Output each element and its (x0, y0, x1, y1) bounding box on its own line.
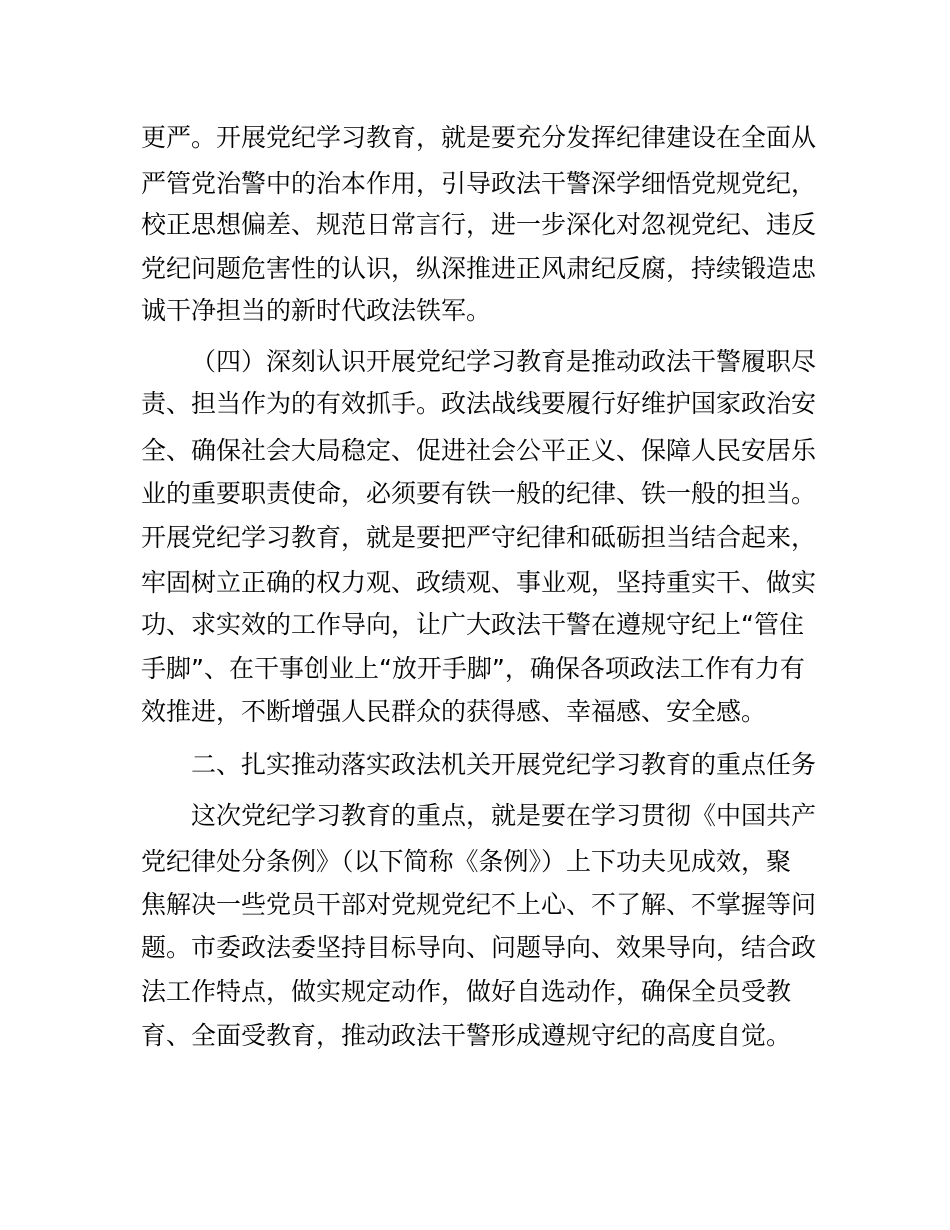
text-line: 严管党治警中的治本作用，引导政法干警深学细悟党规党纪， (141, 169, 817, 198)
text-line: 责、担当作为的有效抓手。政法战线要履行好维护国家政治安 (141, 389, 817, 418)
text-line: 党纪律处分条例》（以下简称《条例》）上下功夫见成效，聚 (141, 847, 792, 876)
text-line: 效推进，不断增强人民群众的获得感、幸福感、安全感。 (141, 697, 767, 726)
text-line: 业的重要职责使命，必须要有铁一般的纪律、铁一般的担当。 (141, 479, 817, 508)
text-line: 题。市委政法委坚持目标导向、问题导向、效果导向，结合政 (141, 933, 817, 962)
section-heading: （四）深刻认识开展党纪学习教育是推动政法干警履职尽 (191, 347, 817, 376)
text-line: 手脚”、在干事创业上“放开手脚”，确保各项政法工作有力有 (141, 654, 805, 683)
text-line: 牢固树立正确的权力观、政绩观、事业观，坚持重实干、做实 (141, 568, 817, 597)
major-heading: 二、扎实推动落实政法机关开展党纪学习教育的重点任务 (191, 750, 817, 779)
text-line: 全、确保社会大局稳定、促进社会公平正义、保障人民安居乐 (141, 436, 817, 465)
text-line: 校正思想偏差、规范日常言行，进一步深化对忽视党纪、违反 (141, 210, 817, 239)
text-line: 更严。开展党纪学习教育，就是要充分发挥纪律建设在全面从 (141, 123, 817, 152)
text-line: 焦解决一些党员干部对党规党纪不上心、不了解、不掌握等问 (141, 890, 817, 919)
text-line: 这次党纪学习教育的重点，就是要在学习贯彻《中国共产 (191, 801, 817, 830)
text-line: 法工作特点，做实规定动作，做好自选动作，确保全员受教 (141, 977, 792, 1006)
text-line: 育、全面受教育，推动政法干警形成遵规守纪的高度自觉。 (141, 1021, 792, 1050)
text-line: 开展党纪学习教育，就是要把严守纪律和砥砺担当结合起来， (141, 523, 817, 552)
text-line: 党纪问题危害性的认识，纵深推进正风肃纪反腐，持续锻造忠 (141, 254, 817, 283)
text-line: 功、求实效的工作导向，让广大政法干警在遵规守纪上“管住 (141, 610, 804, 639)
text-line: 诚干净担当的新时代政法铁军。 (141, 296, 492, 325)
